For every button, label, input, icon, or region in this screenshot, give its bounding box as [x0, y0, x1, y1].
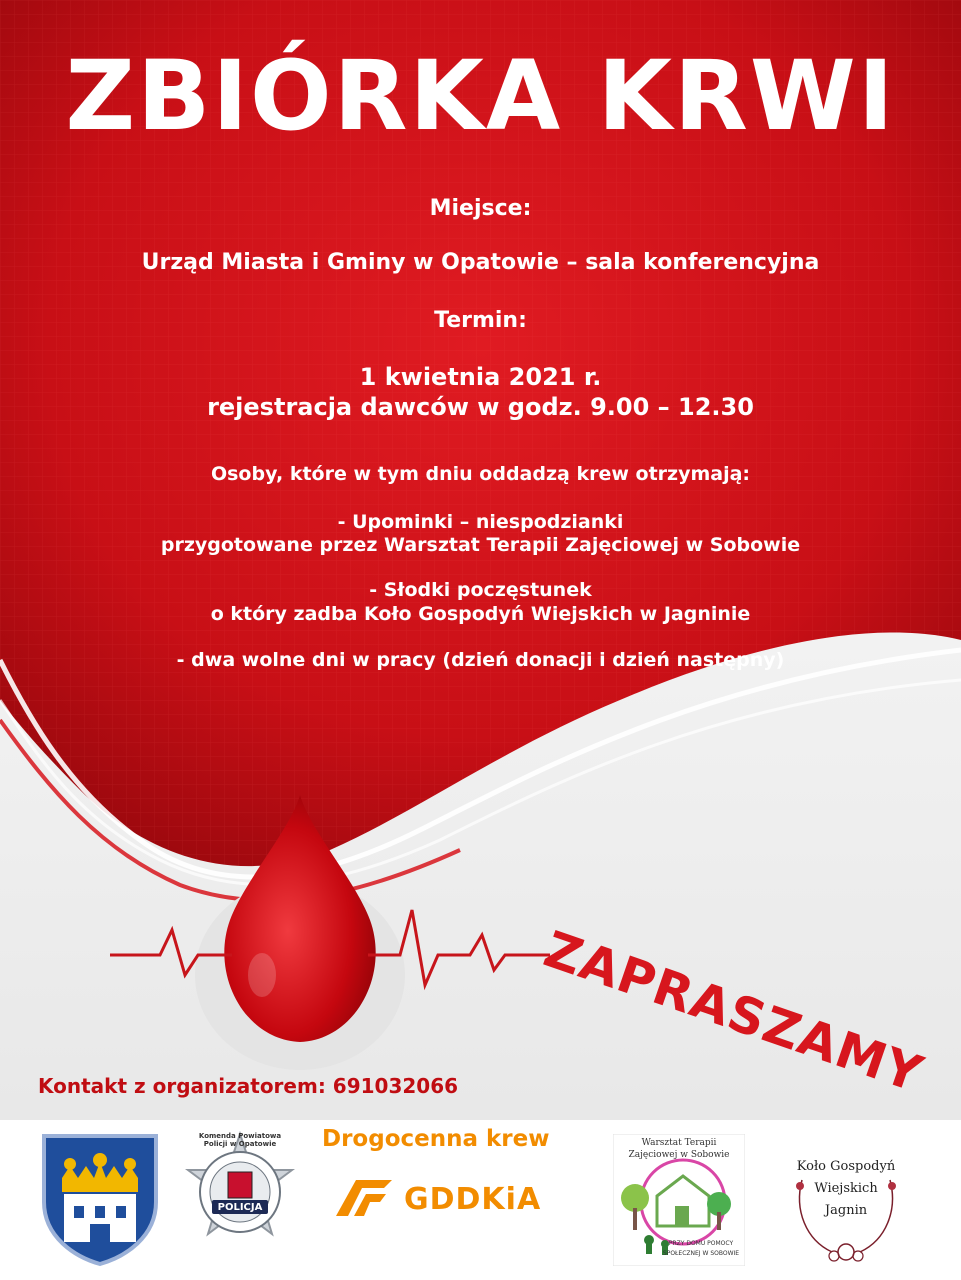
floral-wreath-icon — [786, 1140, 906, 1268]
kgw-line3: Jagnin — [824, 1203, 868, 1218]
kgw-jagnin-logo — [786, 1140, 906, 1268]
benefit-treats-detail: o który zadba Koło Gospodyń Wiejskich w Jagninie — [210, 603, 751, 625]
opatow-coat-of-arms-icon — [40, 1132, 160, 1267]
wtz-subtitle-line1: PRZY DOMU POMOCY — [668, 1240, 734, 1247]
benefit-gifts: - Upominki – niespodzianki — [337, 511, 624, 533]
kgw-line2: Wiejskich — [814, 1181, 878, 1196]
wtz-subtitle-line2: SPOŁECZNEJ W SOBOWIE — [662, 1250, 740, 1257]
wtz-name-line2: Zajęciowej w Sobowie — [628, 1150, 730, 1160]
contact-info: Kontakt z organizatorem: 691032066 — [38, 1074, 459, 1098]
drogocenna-krew-title: Drogocenna krew — [322, 1126, 550, 1152]
date-value: 1 kwietnia 2021 r. — [359, 363, 602, 391]
benefit-treats: - Słodki poczęstunek — [369, 579, 592, 601]
wtz-name-line1: Warsztat Terapii — [641, 1138, 717, 1148]
date-label: Termin: — [434, 308, 527, 333]
gddkia-road-icon — [334, 1176, 394, 1220]
place-value: Urząd Miasta i Gminy w Opatowie – sala konferencyjna — [141, 250, 820, 275]
benefit-gifts-detail: przygotowane przez Warsztat Terapii Zajęciowej w Sobowie — [160, 534, 801, 556]
place-label: Miejsce: — [429, 196, 532, 221]
kgw-line1: Koło Gospodyń — [796, 1159, 896, 1174]
police-label: POLICJA — [217, 1202, 263, 1213]
gddkia-logo-text: GDDKiA — [404, 1182, 542, 1217]
registration-hours: rejestracja dawców w godz. 9.00 – 12.30 — [207, 393, 754, 421]
benefits-intro: Osoby, które w tym dniu oddadzą krew otrzymają: — [210, 463, 751, 485]
police-ring-text: Komenda Powiatowa Policji w Opatowie — [198, 1132, 282, 1148]
poster-title: ZBIÓRKA KRWI — [65, 40, 896, 152]
benefit-days-off: - dwa wolne dni w pracy (dzień donacji i dzień następny) — [176, 649, 785, 671]
invite-text: ZAPRASZAMY — [537, 920, 931, 1104]
police-star-icon — [178, 1130, 302, 1266]
